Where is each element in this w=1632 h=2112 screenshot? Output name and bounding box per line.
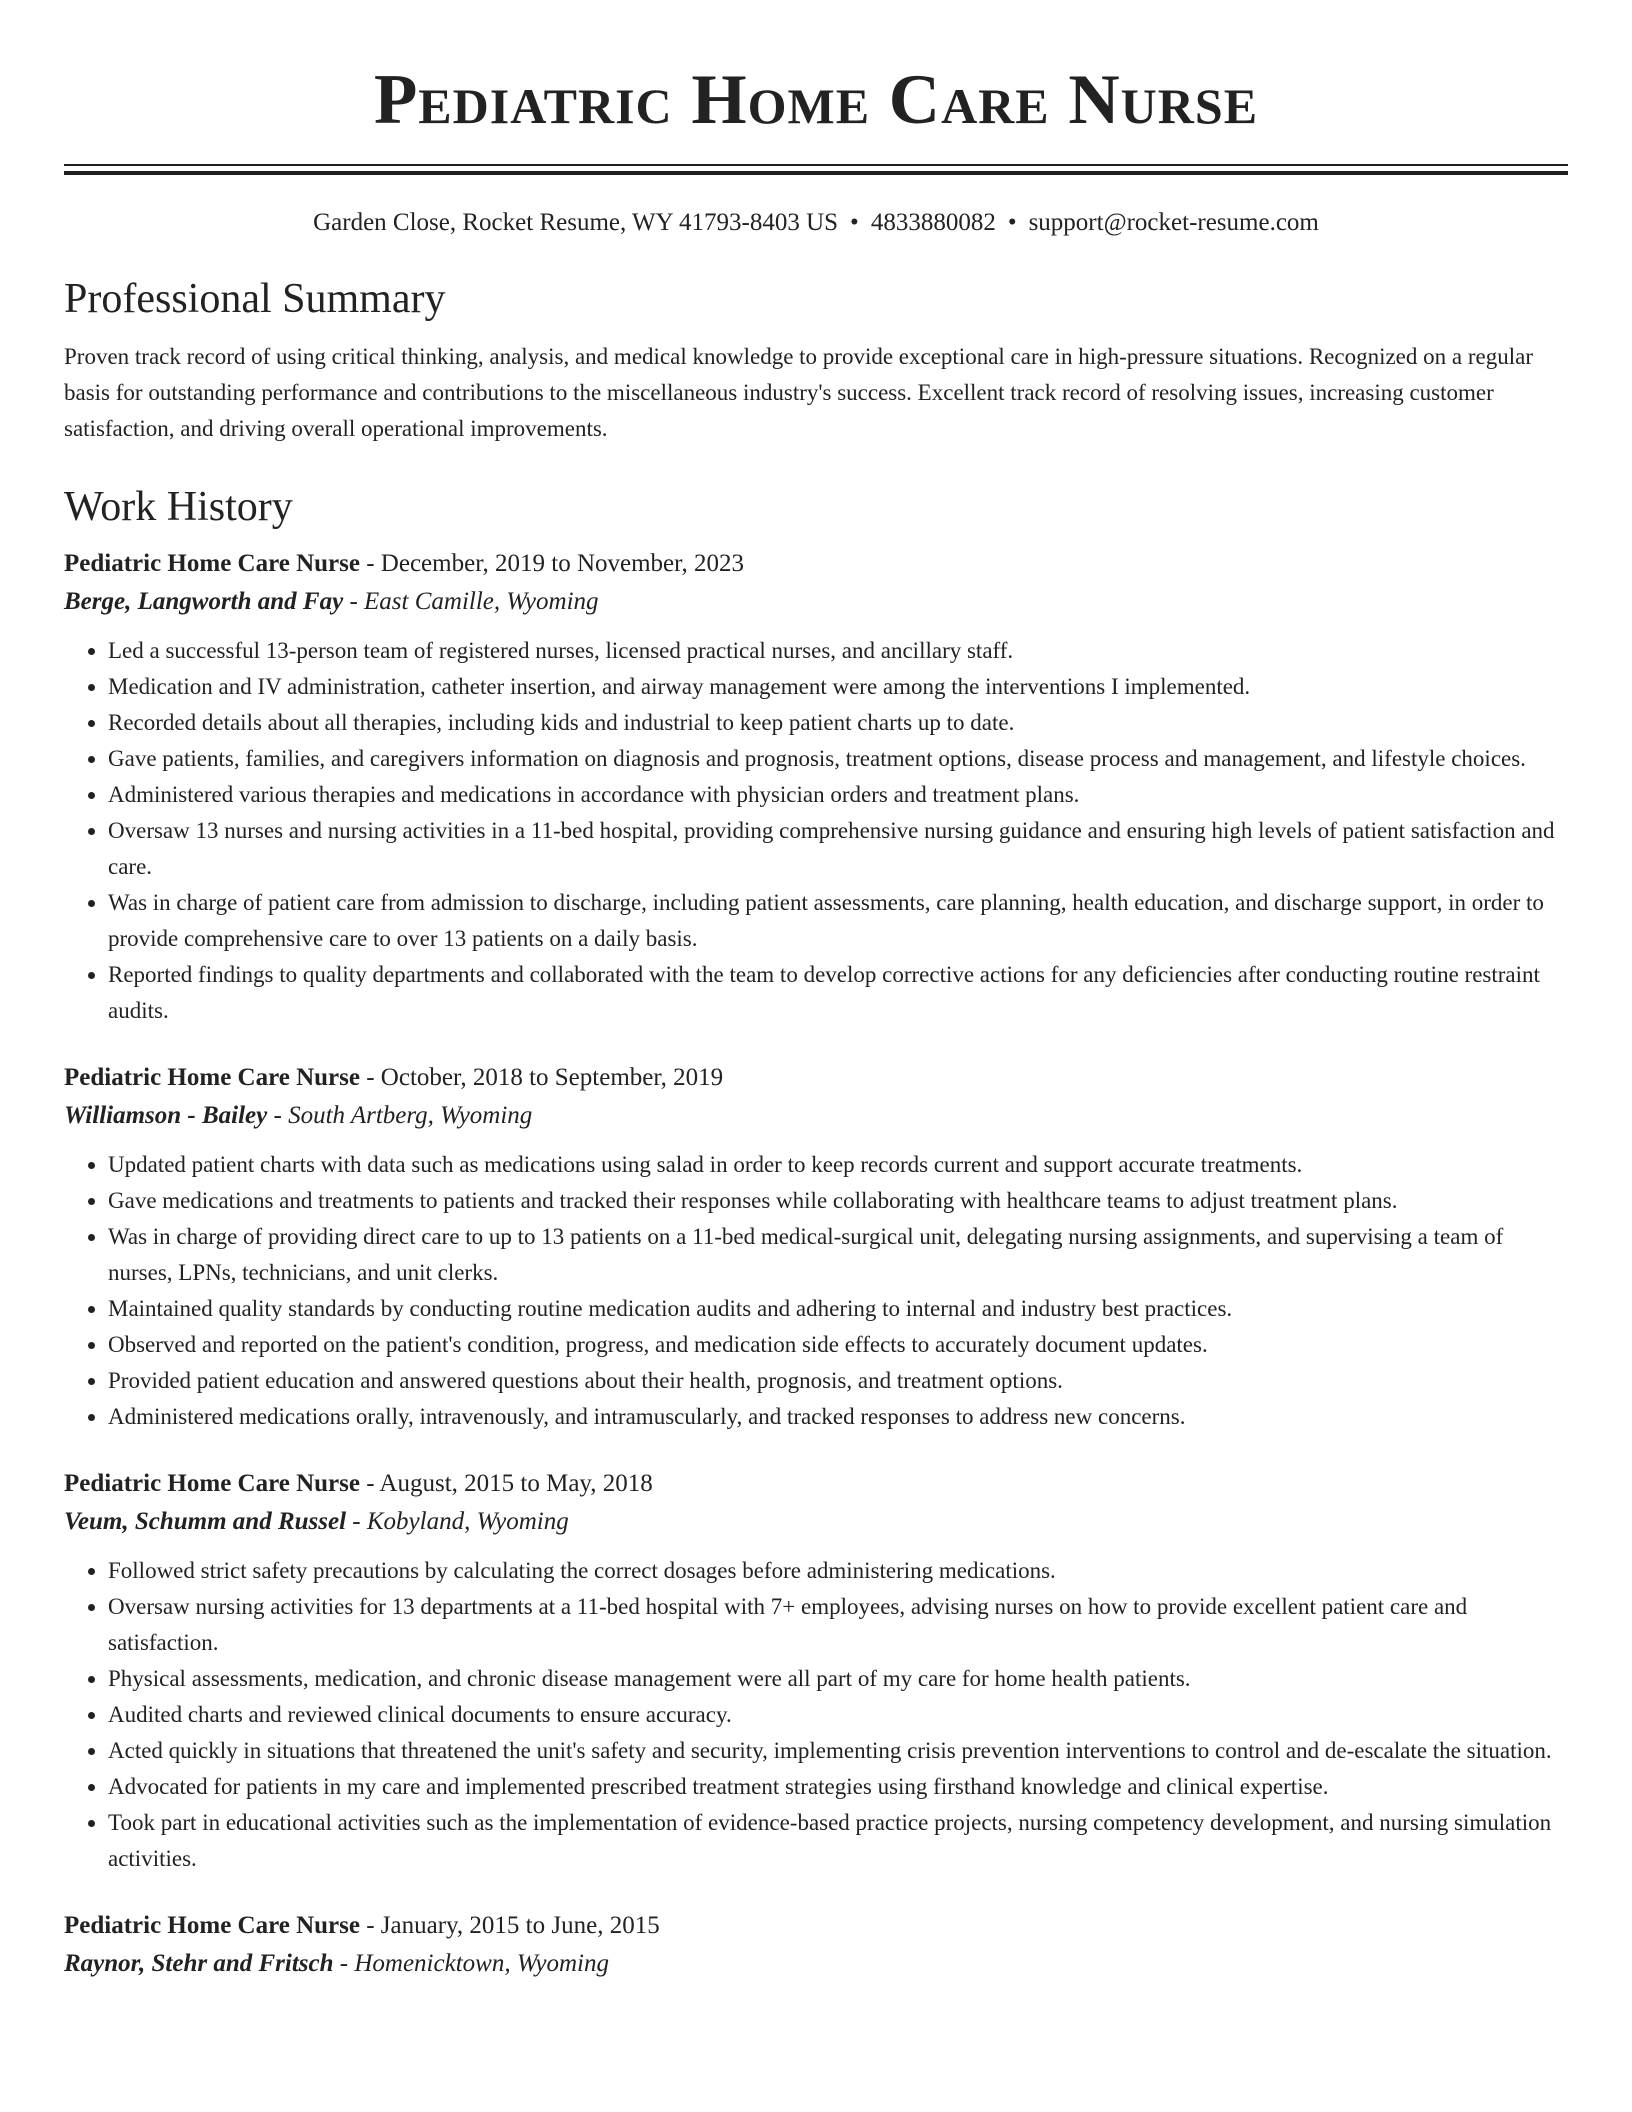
duty-item: • Administered medications orally, intravenously, and intramuscularly, and tracked responses to address new concerns.	[108, 1399, 1568, 1435]
job-company: Berge, Langworth and Fay	[64, 588, 344, 615]
duty-item: • Administered various therapies and medications in accordance with physician orders and treatment plans.	[108, 777, 1568, 813]
job-entry	[64, 1907, 1568, 1983]
job-company: Veum, Schumm and Russel	[64, 1508, 347, 1535]
duty-item: • Observed and reported on the patient's condition, progress, and medication side effects to accurately document updates.	[108, 1327, 1568, 1363]
summary-text: Proven track record of using critical thinking, analysis, and medical knowledge to provide exceptional care in high-pressure situations. Recognized on a regular basis for outstanding performance and contributions to the miscellaneous industry's success. Excellent track record of resolving issues, increasing customer satisfaction, and driving overall operational improvements.	[64, 344, 1533, 441]
header-rule-thick	[64, 171, 1568, 175]
contact-separator: •	[850, 209, 859, 236]
job-entry	[64, 1059, 1568, 1435]
duty-item: • Reported findings to quality departments and collaborated with the team to develop corrective actions for any deficiencies after conducting routine restraint audits.	[108, 957, 1568, 1029]
resume-name: Pediatric Home Care Nurse	[373, 61, 1259, 139]
job-location: - Homenicktown, Wyoming	[333, 1950, 609, 1977]
duty-list	[64, 633, 1568, 1029]
duty-item: • Was in charge of patient care from admission to discharge, including patient assessments, care planning, health education, and discharge support, in order to provide comprehensive care to over 13 patients on a daily basis.	[108, 885, 1568, 957]
duty-item: • Oversaw 13 nurses and nursing activities in a 11-bed hospital, providing comprehensive nursing guidance and ensuring high levels of patient satisfaction and care.	[108, 813, 1568, 885]
contact-separator: •	[1007, 209, 1017, 236]
work-history-heading: Work History	[64, 484, 293, 530]
job-company: Williamson - Bailey	[64, 1102, 268, 1129]
duty-list	[64, 1553, 1568, 1877]
duty-list	[64, 1147, 1568, 1435]
duty-item: • Took part in educational activities such as the implementation of evidence-based practice projects, nursing competency development, and nursing simulation activities.	[108, 1805, 1568, 1877]
duty-item: • Oversaw nursing activities for 13 departments at a 11-bed hospital with 7+ employees, advising nurses on how to provide excellent patient care and satisfaction.	[108, 1589, 1568, 1661]
job-employer	[64, 1503, 1568, 1541]
duty-item: • Was in charge of providing direct care to up to 13 patients on a 11-bed medical-surgical unit, delegating nursing assignments, and supervising a team of nurses, LPNs, technicians, and unit clerks.	[108, 1219, 1568, 1291]
contact-address: Garden Close, Rocket Resume, WY 41793-8403 US	[313, 209, 839, 236]
job-entry	[64, 545, 1568, 1029]
duty-item: • Maintained quality standards by conducting routine medication audits and adhering to internal and industry best practices.	[108, 1291, 1568, 1327]
job-company: Raynor, Stehr and Fritsch	[64, 1950, 334, 1977]
duty-item: • Led a successful 13-person team of registered nurses, licensed practical nurses, and ancillary staff.	[108, 633, 1568, 669]
job-title: Pediatric Home Care Nurse	[64, 1064, 360, 1091]
job-employer	[64, 583, 1568, 621]
duty-item: • Acted quickly in situations that threatened the unit's safety and security, implementing crisis prevention interventions to control and de-escalate the situation.	[108, 1733, 1568, 1769]
duty-item: • Gave medications and treatments to patients and tracked their responses while collaborating with healthcare teams to adjust treatment plans.	[108, 1183, 1568, 1219]
job-dates: - August, 2015 to May, 2018	[359, 1470, 653, 1497]
duty-item: • Gave patients, families, and caregivers information on diagnosis and prognosis, treatment options, disease process and management, and lifestyle choices.	[108, 741, 1568, 777]
job-dates: - January, 2015 to June, 2015	[359, 1912, 660, 1939]
summary-heading: Professional Summary	[64, 276, 446, 322]
job-title: Pediatric Home Care Nurse	[64, 550, 360, 577]
job-entry	[64, 1465, 1568, 1877]
job-heading	[64, 1907, 1568, 1945]
job-dates: - October, 2018 to September, 2019	[359, 1064, 724, 1091]
duty-item: • Provided patient education and answered questions about their health, prognosis, and treatment options.	[108, 1363, 1568, 1399]
duty-item: • Audited charts and reviewed clinical documents to ensure accuracy.	[108, 1697, 1568, 1733]
duty-item: • Recorded details about all therapies, including kids and industrial to keep patient charts up to date.	[108, 705, 1568, 741]
job-employer	[64, 1945, 1568, 1983]
job-dates: - December, 2019 to November, 2023	[359, 550, 744, 577]
duty-item: • Updated patient charts with data such as medications using salad in order to keep records current and support accurate treatments.	[108, 1147, 1568, 1183]
job-heading	[64, 545, 1568, 583]
job-title: Pediatric Home Care Nurse	[64, 1470, 360, 1497]
job-heading	[64, 1059, 1568, 1097]
duty-item: • Physical assessments, medication, and chronic disease management were all part of my care for home health patients.	[108, 1661, 1568, 1697]
job-location: - Kobyland, Wyoming	[346, 1508, 569, 1535]
job-heading	[64, 1465, 1568, 1503]
contact-email: support@rocket-resume.com	[1028, 209, 1319, 236]
duty-item: • Medication and IV administration, catheter insertion, and airway management were among the interventions I implemented.	[108, 669, 1568, 705]
contact-phone: 4833880082	[870, 209, 996, 236]
job-title: Pediatric Home Care Nurse	[64, 1912, 360, 1939]
duty-item: • Advocated for patients in my care and implemented prescribed treatment strategies using firsthand knowledge and clinical expertise.	[108, 1769, 1568, 1805]
job-employer	[64, 1097, 1568, 1135]
job-location: - East Camille, Wyoming	[343, 588, 599, 615]
header-rule-thin	[64, 164, 1568, 166]
contact-line	[64, 207, 1568, 239]
duty-item: • Followed strict safety precautions by calculating the correct dosages before administering medications.	[108, 1553, 1568, 1589]
job-location: - South Artberg, Wyoming	[267, 1102, 533, 1129]
